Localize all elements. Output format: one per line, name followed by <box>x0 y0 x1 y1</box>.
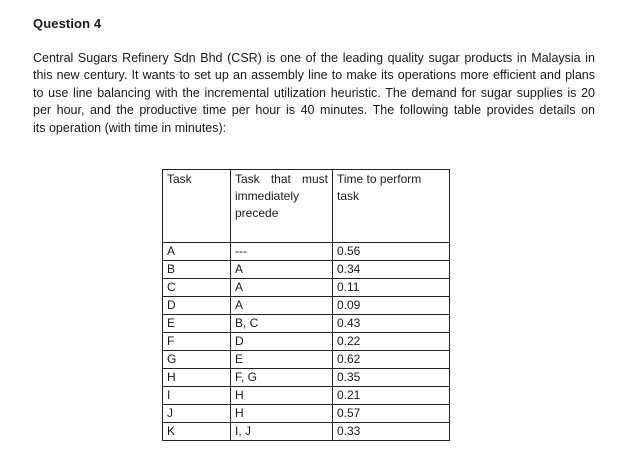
header-precede-line: Task that must <box>235 172 328 186</box>
cell-precede: H <box>231 405 333 423</box>
header-precede-line: immediately <box>235 189 300 203</box>
header-task: Task <box>163 170 231 243</box>
cell-task: K <box>163 423 231 441</box>
cell-time: 0.35 <box>333 369 450 387</box>
cell-task: E <box>163 315 231 333</box>
table-row <box>163 351 450 369</box>
cell-task: G <box>163 351 231 369</box>
cell-time: 0.33 <box>333 423 450 441</box>
table-row <box>163 297 450 315</box>
cell-time: 0.09 <box>333 297 450 315</box>
header-precede <box>231 170 333 243</box>
question-text-line: this new century. It wants to set up an assembly line to make its operations more efficient and plans <box>33 68 595 83</box>
table-row <box>163 423 450 441</box>
cell-task: F <box>163 333 231 351</box>
header-time: Time to perform task <box>333 170 450 243</box>
cell-task: B <box>163 261 231 279</box>
cell-precede: A <box>231 261 333 279</box>
cell-task: D <box>163 297 231 315</box>
question-text-line: to use line balancing with the incremental utilization heuristic. The demand for sugar supplies is 20 <box>33 85 595 100</box>
question-text-line: per hour, and the productive time per hour is 40 minutes. The following table provides details on <box>33 103 595 118</box>
cell-task: H <box>163 369 231 387</box>
cell-task: A <box>163 243 231 261</box>
table-row <box>163 315 450 333</box>
table-row <box>163 243 450 261</box>
operations-table <box>162 169 450 441</box>
cell-precede: E <box>231 351 333 369</box>
question-text <box>33 50 595 137</box>
table-row <box>163 333 450 351</box>
table-body <box>163 243 450 441</box>
table-row <box>163 279 450 297</box>
cell-precede: I, J <box>231 423 333 441</box>
table-row <box>163 369 450 387</box>
cell-precede: B, C <box>231 315 333 333</box>
cell-precede: D <box>231 333 333 351</box>
table-row <box>163 387 450 405</box>
cell-time: 0.11 <box>333 279 450 297</box>
cell-time: 0.57 <box>333 405 450 423</box>
cell-task: C <box>163 279 231 297</box>
cell-precede: --- <box>231 243 333 261</box>
cell-precede: A <box>231 297 333 315</box>
cell-precede: F, G <box>231 369 333 387</box>
cell-time: 0.34 <box>333 261 450 279</box>
cell-time: 0.62 <box>333 351 450 369</box>
cell-time: 0.56 <box>333 243 450 261</box>
cell-time: 0.43 <box>333 315 450 333</box>
table-row <box>163 261 450 279</box>
cell-task: I <box>163 387 231 405</box>
cell-task: J <box>163 405 231 423</box>
header-precede-line: precede <box>235 206 279 220</box>
table-header-row <box>163 170 450 243</box>
cell-time: 0.22 <box>333 333 450 351</box>
question-text-line: Central Sugars Refinery Sdn Bhd (CSR) is one of the leading quality sugar products in Malaysia in <box>33 51 595 65</box>
cell-precede: A <box>231 279 333 297</box>
cell-precede: H <box>231 387 333 405</box>
question-text-line: its operation (with time in minutes): <box>33 120 227 135</box>
question-title: Question 4 <box>33 16 102 31</box>
table-row <box>163 405 450 423</box>
cell-time: 0.21 <box>333 387 450 405</box>
